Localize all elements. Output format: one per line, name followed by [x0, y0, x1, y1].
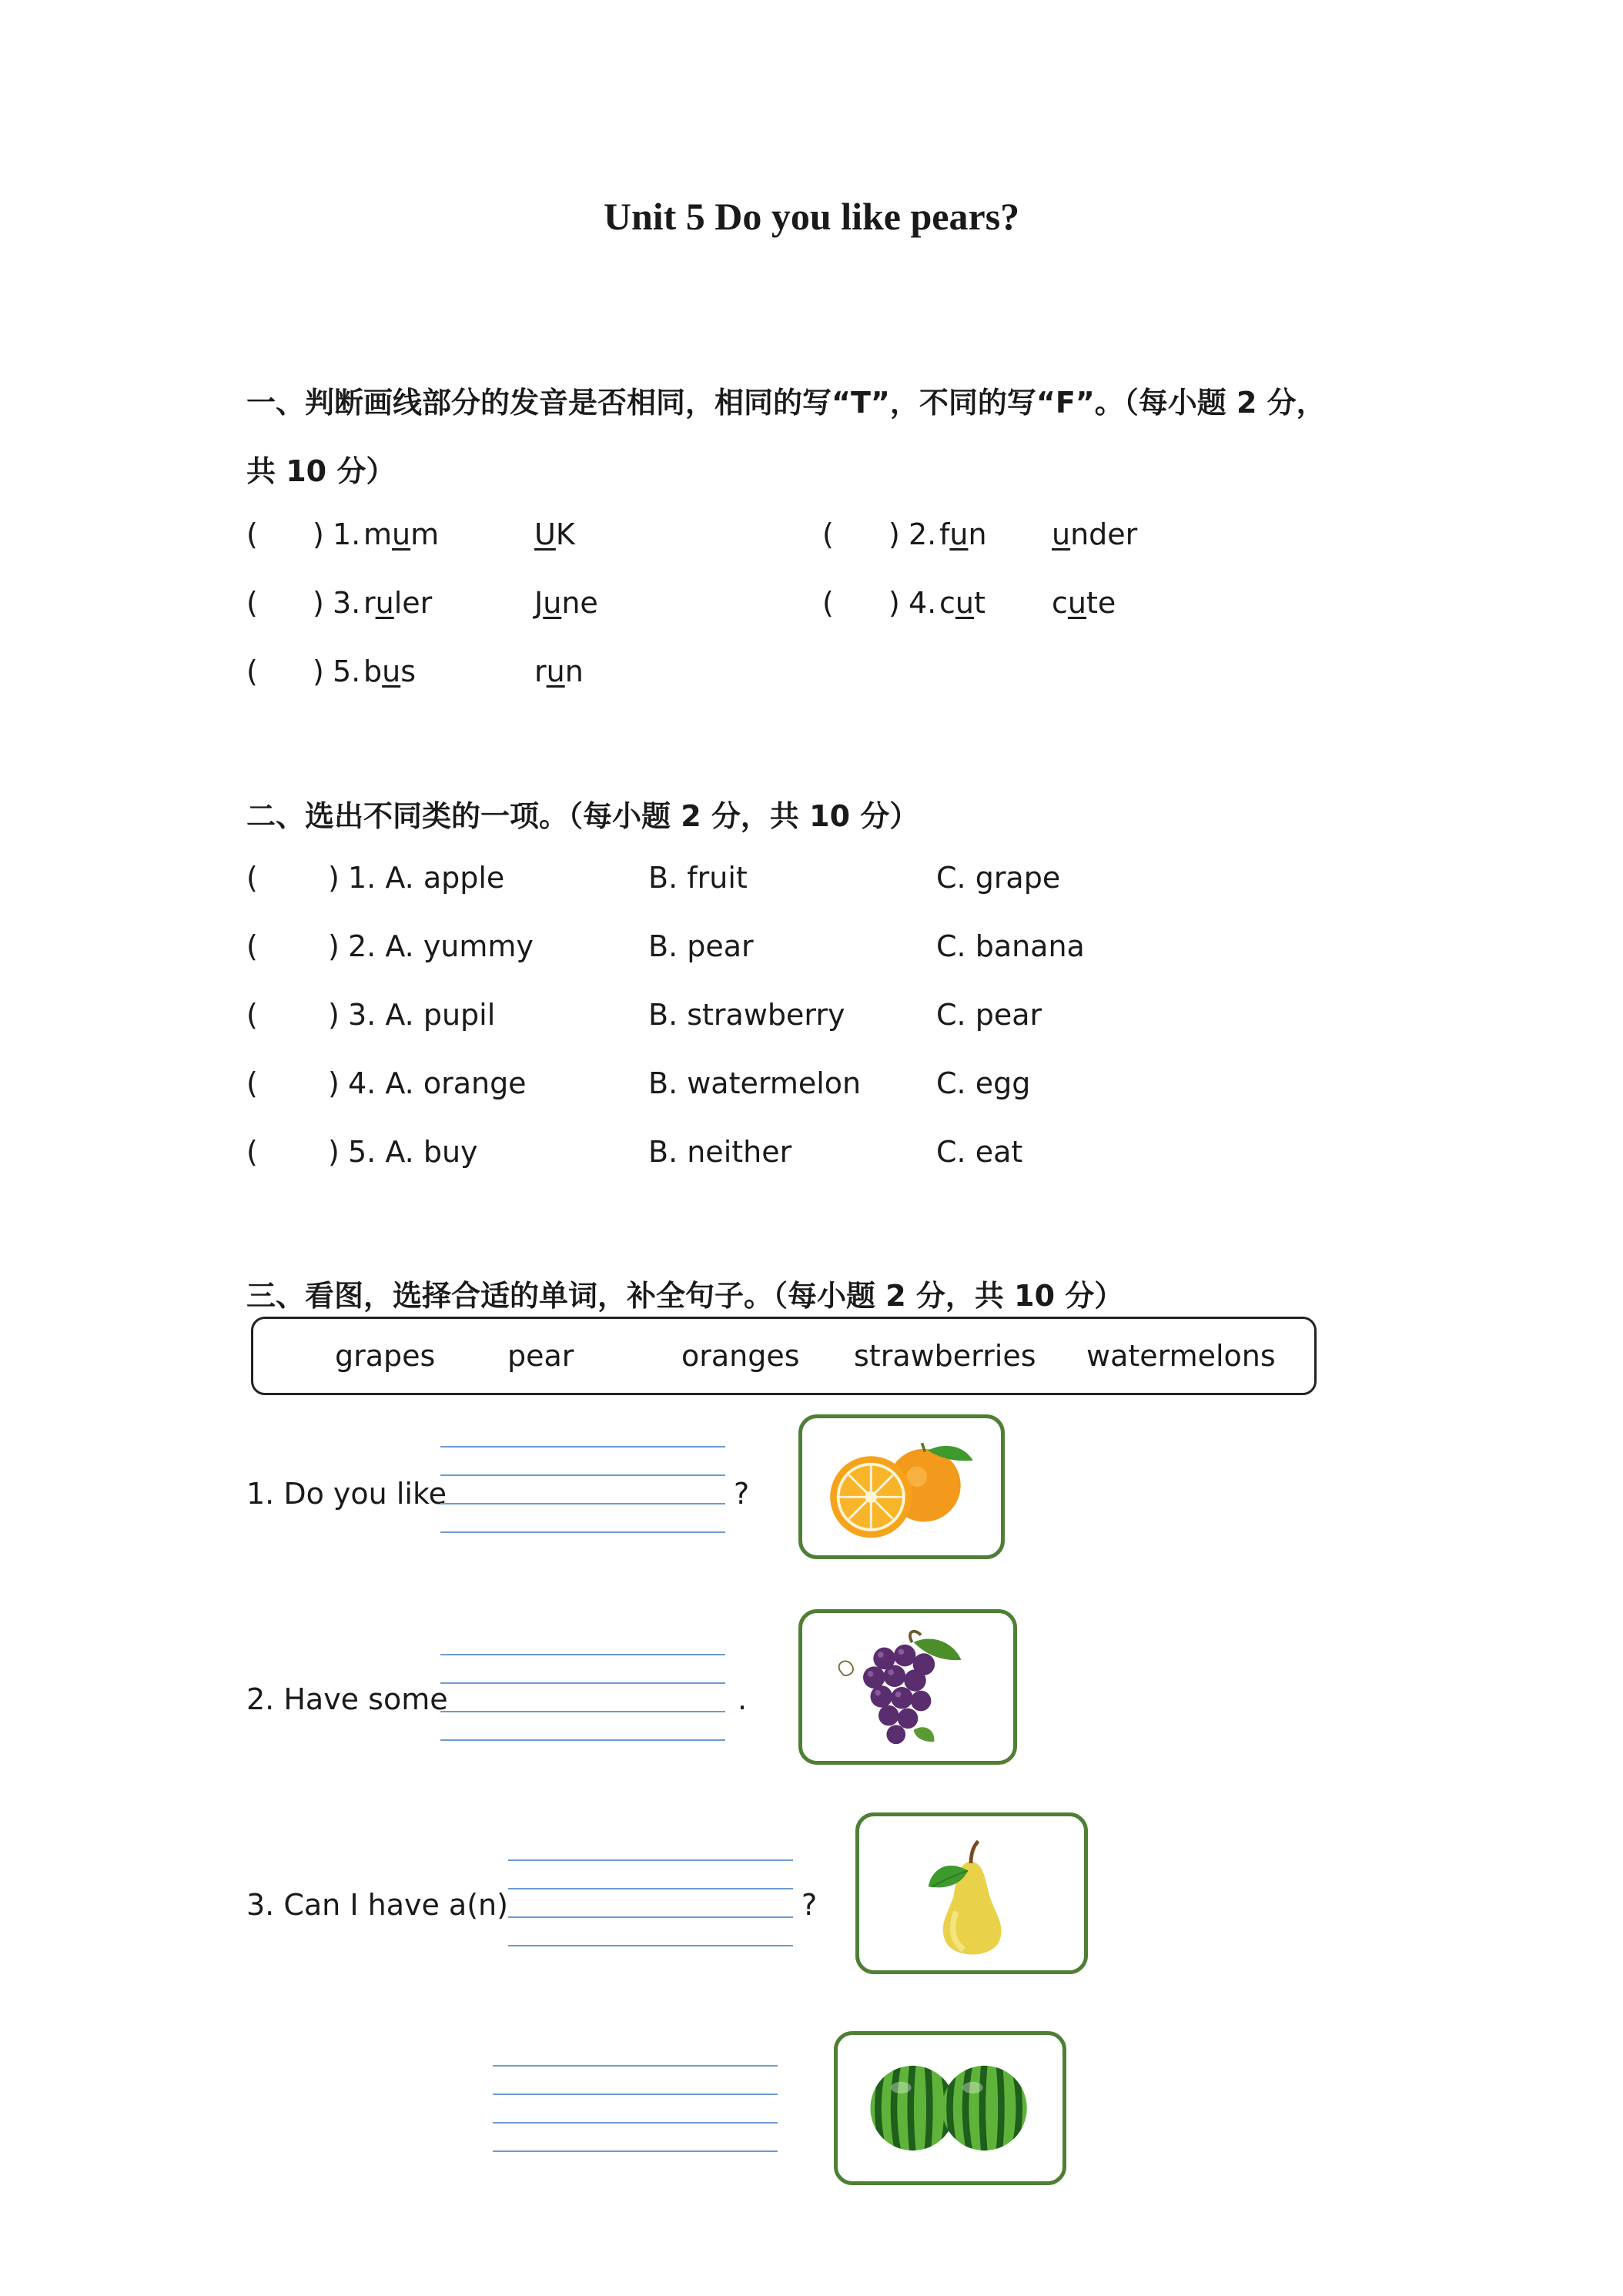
word-1: [939, 586, 986, 620]
answer-paren-open: (: [246, 998, 258, 1032]
answer-paren-close: ): [888, 586, 900, 620]
option-a: 4. A. orange: [348, 1066, 527, 1100]
word-part: r: [363, 586, 376, 620]
answer-blank[interactable]: [263, 998, 317, 1032]
word-2: [534, 654, 584, 688]
word-2: [1052, 517, 1137, 551]
word-2: [1052, 586, 1116, 620]
item-number: 1.: [333, 517, 361, 551]
answer-blank[interactable]: [262, 654, 308, 688]
answer-paren-close: ): [328, 1135, 340, 1169]
option-c: C. pear: [936, 998, 1042, 1032]
grapes-image: [798, 1609, 1017, 1765]
option-b: B. strawberry: [648, 998, 845, 1032]
word-bank-item: strawberries: [854, 1339, 1036, 1373]
word-part: J: [534, 586, 544, 620]
answer-paren-close: ): [313, 517, 324, 551]
word-bank-item: watermelons: [1086, 1339, 1276, 1373]
word-part: r: [534, 654, 547, 688]
word-1: [939, 517, 987, 551]
answer-paren-open: (: [822, 517, 834, 551]
word-part: c: [1052, 586, 1068, 620]
answer-blank[interactable]: [262, 517, 308, 551]
section3-heading: 三、看图，选择合适的单词，补全句子。（每小题 2 分，共 10 分）: [246, 1279, 1124, 1313]
sentence-1-prompt: 1. Do you like: [246, 1477, 447, 1511]
answer-blank[interactable]: [838, 586, 884, 620]
answer-paren-open: (: [246, 861, 258, 895]
word-part: nder: [1070, 517, 1138, 551]
item-number: 3.: [333, 586, 361, 620]
answer-blank[interactable]: [263, 1135, 317, 1169]
word-2: [534, 517, 575, 551]
answer-paren-open: (: [246, 586, 258, 620]
item-number: 4.: [909, 586, 937, 620]
word-bank-box: [251, 1317, 1317, 1395]
answer-blank[interactable]: [263, 929, 317, 963]
answer-paren-close: ): [328, 861, 340, 895]
underlined-letter: u: [949, 517, 969, 551]
underlined-letter: u: [955, 586, 974, 620]
underlined-letter: u: [1052, 517, 1071, 551]
underlined-letter: u: [392, 517, 411, 551]
section2-heading: 二、选出不同类的一项。（每小题 2 分，共 10 分）: [246, 799, 919, 833]
section1-heading-line2: 共 10 分）: [246, 454, 396, 488]
answer-blank[interactable]: [263, 1066, 317, 1100]
word-part: t: [974, 586, 986, 620]
answer-paren-open: (: [246, 1135, 258, 1169]
answer-paren-close: ): [888, 517, 900, 551]
option-b: B. watermelon: [648, 1066, 862, 1100]
answer-paren-close: ): [328, 929, 340, 963]
word-part: te: [1086, 586, 1116, 620]
section1-heading-line1: 一、判断画线部分的发音是否相同，相同的写“T”，不同的写“F”。（每小题 2 分，: [246, 386, 1326, 420]
word-part: n: [968, 517, 987, 551]
answer-paren-close: ): [328, 1066, 340, 1100]
answer-blank[interactable]: [262, 586, 308, 620]
answer-paren-close: ): [328, 998, 340, 1032]
option-c: C. eat: [936, 1135, 1023, 1169]
option-b: B. pear: [648, 929, 754, 963]
option-a: 1. A. apple: [348, 861, 505, 895]
orange-image: [798, 1414, 1005, 1559]
word-1: [363, 517, 439, 551]
sentence-2-prompt: 2. Have some: [246, 1682, 448, 1716]
word-2: [534, 586, 598, 620]
word-part: K: [555, 517, 575, 551]
underlined-letter: u: [1067, 586, 1086, 620]
word-bank-item: grapes: [335, 1339, 436, 1373]
answer-blank[interactable]: [263, 861, 317, 895]
sentence-3-end-mark: ?: [801, 1888, 818, 1922]
word-part: ler: [393, 586, 433, 620]
option-c: C. banana: [936, 929, 1085, 963]
word-part: n: [564, 654, 584, 688]
underlined-letter: u: [543, 586, 562, 620]
word-part: s: [400, 654, 417, 688]
option-c: C. grape: [936, 861, 1061, 895]
answer-paren-close: ): [313, 654, 324, 688]
watermelon-image: [834, 2031, 1066, 2185]
page-title: Unit 5 Do you like pears?: [603, 195, 1020, 238]
word-1: [363, 654, 416, 688]
word-bank-item: pear: [507, 1339, 574, 1373]
pear-image: [855, 1812, 1088, 1974]
option-a: 3. A. pupil: [348, 998, 496, 1032]
underlined-letter: u: [546, 654, 565, 688]
answer-paren-close: ): [313, 586, 324, 620]
word-part: b: [363, 654, 383, 688]
option-a: 2. A. yummy: [348, 929, 534, 963]
option-a: 5. A. buy: [348, 1135, 478, 1169]
option-c: C. egg: [936, 1066, 1031, 1100]
word-part: c: [939, 586, 955, 620]
underlined-letter: U: [534, 517, 556, 551]
option-b: B. fruit: [648, 861, 748, 895]
answer-paren-open: (: [246, 1066, 258, 1100]
answer-blank[interactable]: [838, 517, 884, 551]
sentence-1-end-mark: ?: [734, 1477, 750, 1511]
answer-paren-open: (: [822, 586, 834, 620]
item-number: 2.: [909, 517, 937, 551]
word-bank-item: oranges: [681, 1339, 800, 1373]
word-part: ne: [561, 586, 598, 620]
underlined-letter: u: [382, 654, 401, 688]
sentence-2-end-mark: .: [738, 1682, 748, 1716]
item-number: 5.: [333, 654, 361, 688]
word-part: f: [939, 517, 950, 551]
word-1: [363, 586, 432, 620]
answer-paren-open: (: [246, 654, 258, 688]
answer-paren-open: (: [246, 929, 258, 963]
word-part: m: [410, 517, 440, 551]
answer-paren-open: (: [246, 517, 258, 551]
word-part: m: [363, 517, 393, 551]
option-b: B. neither: [648, 1135, 792, 1169]
underlined-letter: u: [375, 586, 394, 620]
sentence-3-prompt: 3. Can I have a(n): [246, 1888, 508, 1922]
